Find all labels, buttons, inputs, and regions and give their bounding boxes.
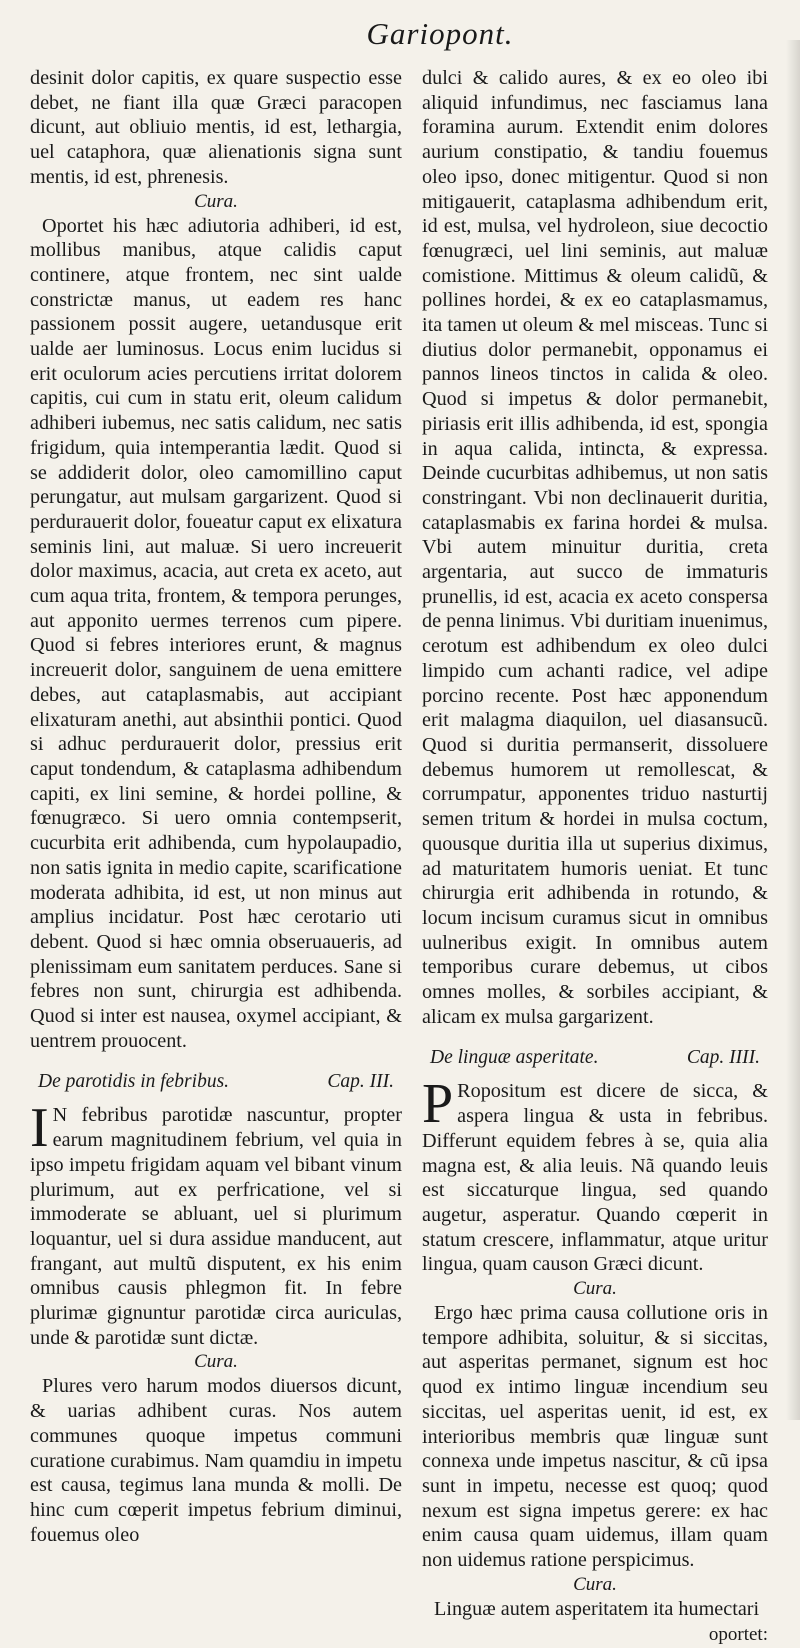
running-head: Gariopont. bbox=[366, 16, 514, 51]
chapter-title: De parotidis in febribus. bbox=[38, 1071, 230, 1093]
catchword: oportet: bbox=[708, 1624, 768, 1646]
chapter-number: Cap. IIII. bbox=[686, 1047, 760, 1069]
right-cura-heading-2: Cura. bbox=[573, 1573, 617, 1595]
chapter-number: Cap. III. bbox=[327, 1071, 394, 1093]
chapter-heading-3 bbox=[30, 1069, 402, 1095]
right-paragraph-2 bbox=[422, 1073, 768, 1277]
chapter-title: De linguæ asperitate. bbox=[430, 1047, 599, 1069]
left-paragraph-3-text: N febribus parotidæ nascuntur, propter earum magnitudinem febrium, vel quia in ipso impetu frigidam aquam vel bibant vinum plurimum, aut ex perfricatione, vel si immoderate se abluant, uel si plurimum loquantur, uel si dura assidue manducent, aut frangant, aut multũ disputent, ex his enim omnibus causis phlegmon fit. In febre plurimæ gignuntur parotidæ circa auriculas, unde & parotidæ sunt dictæ. bbox=[30, 1104, 402, 1349]
right-paragraph-3: Ergo hæc prima causa collutione oris in tempore adhibita, soluitur, & si siccitas, aut asperitas permanet, signum est hoc quod ex intimo linguæ incendium seu siccitas, uel asperitas uenit, id est, ex interioribus membris quæ linguæ sunt connexa unde impetus nascitur, & cũ ipsa sunt in impetu, necesse est quoq; quod nexum est signa impetus gerere: ex hac enim causa quam uidemus, illam quam non uidemus ratione perspicimus. bbox=[422, 1302, 768, 1572]
drop-cap-initial: P bbox=[422, 1073, 454, 1136]
left-column bbox=[30, 66, 402, 1547]
chapter-heading-4 bbox=[422, 1045, 768, 1071]
right-paragraph-4: Linguæ autem asperitatem ita humectari bbox=[434, 1597, 760, 1620]
right-cura-heading-1: Cura. bbox=[573, 1278, 617, 1300]
left-cura-heading-1: Cura. bbox=[194, 190, 238, 212]
left-cura-heading-2: Cura. bbox=[194, 1351, 238, 1373]
left-paragraph-1: desinit dolor capitis, ex quare suspectio esse debet, ne fiant illa quæ Græci paracopen dicunt, aut obliuio mentis, id est, lethargia, uel cataphora, quæ alienationis signa sunt mentis, id est, phrenesis. bbox=[30, 67, 402, 188]
left-paragraph-2: Oportet his hæc adiutoria adhiberi, id est, mollibus manibus, atque calidis caput continere, atque frontem, nec sint ualde constrictæ manus, ut eadem res hanc passionem possit augere, uetandusque erit ualde aer luminosus. Locus enim lucidus si erit oculorum acies percutiens irritat dolorem capitis, cui cum in statu erit, oleum calidum adhiberi iubemus, nec satis calidum, nec satis frigidum, quia intemperantia lædit. Quod si se addiderit dolor, oleo camomillino caput perungatur, aut mulsam gargarizent. Quod si perdurauerit dolor, foueatur caput ex elixatura seminis lini, aut maluæ. Si uero increuerit dolor maximus, acacia, aut creta ex aceto, aut cum aqua trita, frontem, & tempora perunges, aut apponito uermes terrenos cum pipere. Quod si febres interiores erunt, & magnus increuerit dolor, sanguinem de uena emittere debes, aut cataplasmabis, aut accipiant elixaturam anethi, aut absinthii pontici. Quod si adhuc perdurauerit dolor, pressius erit caput tondendum, & cataplasma adhibendum capiti, ex lini semine, & hordei polline, & fœnugræco. Si uero omnia contempserit, cucurbita erit adhibenda, cum hypolaupadio, non satis ignita in medio capite, scarificatione moderata adhibita, id est, ut non minus aut amplius incidatur. Post hæc cerotario uti debent. Quod si hæc omnia obseruaueris, ad plenissimam eum sanitatem perduces. Sane si febres non sunt, chirurgia est adhibenda. Quod si inter est nausea, oxymel accipiant, & uentrem prouocent. bbox=[30, 214, 402, 1052]
left-paragraph-3 bbox=[30, 1097, 402, 1350]
right-column bbox=[422, 66, 768, 1648]
right-paragraph-1: dulci & calido aures, & ex eo oleo ibi aliquid infundimus, nec fasciamus lana foramina aurum. Extendit enim dolores aurium constipatio, & tandiu fouemus oleo ipso, donec mitigentur. Quod si non mitigauerit, cataplasma adhibendum erit, id est, mulsa, vel hydroleon, siue decoctio fœnugræci, uel lini seminis, aut maluæ comistione. Mittimus & oleum calidũ, & pollines hordei, & ex eo cataplasmamus, ita tamen ut oleum & mel misceas. Tunc si diutius dolor permanebit, opponamus ei pannos lineos tinctos in calida & oleo. Quod si impetus & dolor permanebit, piriasis erit illis adhibenda, id est, spongia in aqua calida, intincta, & expressa. Deinde cucurbitas adhibemus, ut non satis constringant. Vbi non declinauerit duritia, cataplasmabis ex farina hordei & mulsa. Vbi autem minuitur duritia, creta argentaria, aut succo de immaturis prunellis, id est, acacia ex aceto conspersa de penna linimus. Vbi duritiam inuenimus, cerotum est adhibendum ex oleo dulci limpido cum achanti radice, vel adipe porcino recente. Post hæc apponendum erit malagma diaquilon, uel diasansucũ. Quod si duritia permanserit, dissoluere debemus humorem ut remollescat, & corrumpatur, apponentes triduo nasturtij semen tritum & hordei in mulsa coctum, quousque duritia illa ut superius diximus, ad maturitatem humoris ueniat. Et tunc chirurgia erit adhibenda in rotundo, & locum incisum curamus sicut in omnibus uulneribus exigit. In omnibus autem temporibus curare debemus, ut cibos omnes molles, & sorbiles accipiant, & alicam ex mulsa gargarizent. bbox=[422, 67, 768, 1028]
page-edge-shadow bbox=[786, 40, 800, 1420]
right-paragraph-2-text: Ropositum est dicere de sicca, & aspera lingua & usta in febribus. Differunt equidem febres à se, quia alia magna est, & alia leuis. Nã quando leuis est siccaturque lingua, sed quando augetur, asperatur. Quando cœperit in statum crescere, inflammatur, atque uritur lingua, quam causon Græci dicunt. bbox=[422, 1080, 768, 1276]
left-paragraph-4: Plures vero harum modos diuersos dicunt, & uarias adhibent curas. Nos autem communes quoque impetus communi curatione curabimus. Nam quamdiu in impetu est causa, tegimus lana munda & molli. De hinc cum cœperit impetus febrium diminui, fouemus oleo bbox=[30, 1375, 402, 1546]
drop-cap-initial: I bbox=[30, 1097, 49, 1160]
